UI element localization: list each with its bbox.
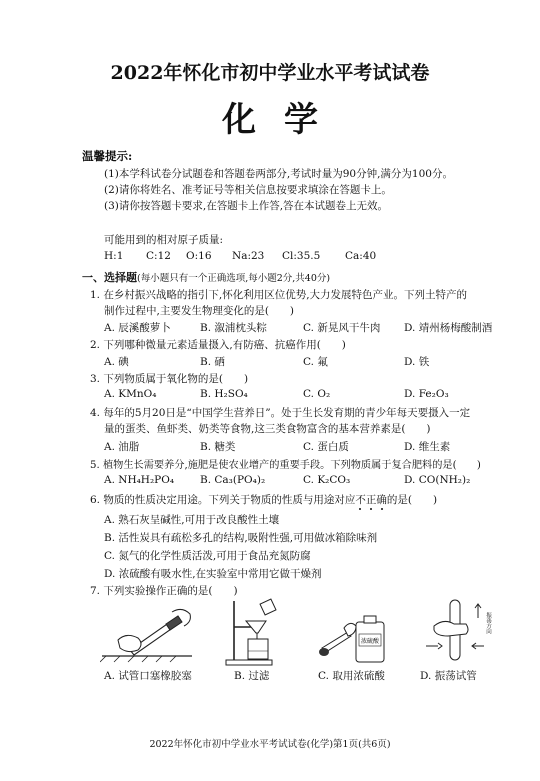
emphasis-not-correct xyxy=(355,494,387,506)
option: B. 硒 xyxy=(200,356,225,368)
option: B. H₂SO₄ xyxy=(200,388,248,400)
option: C. 蛋白质 xyxy=(303,441,349,453)
stem-part: 6. 物质的性质决定用途。下列关于物质的性质与用途对应 xyxy=(90,494,356,506)
hint-item: (1)本学科试卷分试题卷和答题卷两部分,考试时量为90分钟,满分为100分。 xyxy=(104,168,453,180)
stem-part: 的是( ) xyxy=(386,494,438,506)
shake-direction-label: 振荡方向 xyxy=(485,612,491,634)
figure-d-shake xyxy=(420,598,500,668)
option: D. 振荡试管 xyxy=(420,670,477,682)
option: B. 糖类 xyxy=(200,441,236,453)
emphasis-dot xyxy=(381,508,383,510)
question-stem: 5. 植物生长需要养分,施肥是使农业增产的重要手段。下列物质属于复合肥料的是( ) xyxy=(90,460,481,471)
page-footer: 2022年怀化市初中学业水平考试试卷(化学)第1页(共6页) xyxy=(149,739,391,750)
question-stem xyxy=(90,492,437,507)
atomic-mass-label: 可能用到的相对原子质量: xyxy=(104,234,224,246)
question-stem: 制作过程中,主要发生物理变化的是( ) xyxy=(104,305,295,317)
emphasis-dot xyxy=(370,508,372,510)
hint-item: (3)请你按答题卡要求,在答题卡上作答,答在本试题卷上无效。 xyxy=(104,200,389,212)
question-stem: 量的蛋类、鱼虾类、奶类等食物,这三类食物富含的基本营养素是( ) xyxy=(104,423,431,435)
emphasis-dot xyxy=(359,508,361,510)
option: D. 靖州杨梅酸制酒 xyxy=(404,322,493,334)
option: A. 油脂 xyxy=(104,441,140,453)
option: A. 试管口塞橡胶塞 xyxy=(104,670,192,682)
figure-c-acid xyxy=(318,604,388,666)
section-note: (每小题只有一个正确选项,每小题2分,共40分) xyxy=(137,273,331,284)
atomic-mass-value: Cl:35.5 xyxy=(282,250,321,262)
option: C. O₂ xyxy=(303,388,331,400)
option: C. 氟 xyxy=(303,356,328,368)
option: D. Fe₂O₃ xyxy=(404,388,449,400)
section-heading xyxy=(82,269,330,285)
option: A. 熟石灰呈碱性,可用于改良酸性土壤 xyxy=(104,514,280,526)
option: C. 取用浓硫酸 xyxy=(318,670,385,682)
option: A. 辰溪酸萝卜 xyxy=(104,322,171,334)
option: C. 新晃风干牛肉 xyxy=(303,322,381,334)
option: C. K₂CO₃ xyxy=(303,474,351,486)
section-title: 一、选择题 xyxy=(82,271,137,284)
question-stem: 7. 下列实验操作正确的是( ) xyxy=(90,585,238,597)
subject-title: 化学 xyxy=(222,100,346,140)
question-stem: 2. 下列哪种微量元素适量摄入,有防癌、抗癌作用( ) xyxy=(90,339,346,351)
question-stem: 1. 在乡村振兴战略的指引下,怀化利用区位优势,大力发展特色产业。下列土特产的 xyxy=(90,289,468,301)
hint-item: (2)请你将姓名、准考证号等相关信息按要求填涂在答题卡上。 xyxy=(104,184,392,196)
option: B. Ca₃(PO₄)₂ xyxy=(200,474,266,486)
atomic-mass-value: Na:23 xyxy=(232,250,265,262)
option: A. NH₄H₂PO₄ xyxy=(104,474,175,486)
option: B. 活性炭具有疏松多孔的结构,吸附性强,可用做冰箱除味剂 xyxy=(104,532,378,544)
figure-a-stopper xyxy=(100,604,195,664)
option: D. 浓硫酸有吸水性,在实验室中常用它做干燥剂 xyxy=(104,568,322,580)
atomic-mass-value: H:1 xyxy=(104,250,124,262)
exam-title: 2022年怀化市初中学业水平考试试卷 xyxy=(110,62,430,84)
option: C. 氮气的化学性质活泼,可用于食品充氮防腐 xyxy=(104,550,311,562)
atomic-mass-value: Ca:40 xyxy=(345,250,377,262)
option: A. 碘 xyxy=(104,356,129,368)
option: A. KMnO₄ xyxy=(104,388,157,400)
option: D. 铁 xyxy=(404,356,430,368)
figure-b-filtration xyxy=(222,597,292,667)
option: D. CO(NH₂)₂ xyxy=(404,474,471,486)
question-stem: 3. 下列物质属于氧化物的是( ) xyxy=(90,373,249,385)
hints-heading: 温馨提示: xyxy=(82,149,133,163)
atomic-mass-value: O:16 xyxy=(186,250,212,262)
option: B. 过滤 xyxy=(234,670,270,682)
bottle-label: 浓硫酸 xyxy=(360,638,380,645)
question-stem: 4. 每年的5月20日是“中国学生营养日”。处于生长发育期的青少年每天要摄入一定 xyxy=(90,407,471,419)
emphasis-text: 不正确 xyxy=(355,494,387,506)
atomic-mass-value: C:12 xyxy=(146,250,171,262)
option: B. 溆浦枕头粽 xyxy=(200,322,267,334)
option: D. 维生素 xyxy=(404,441,451,453)
